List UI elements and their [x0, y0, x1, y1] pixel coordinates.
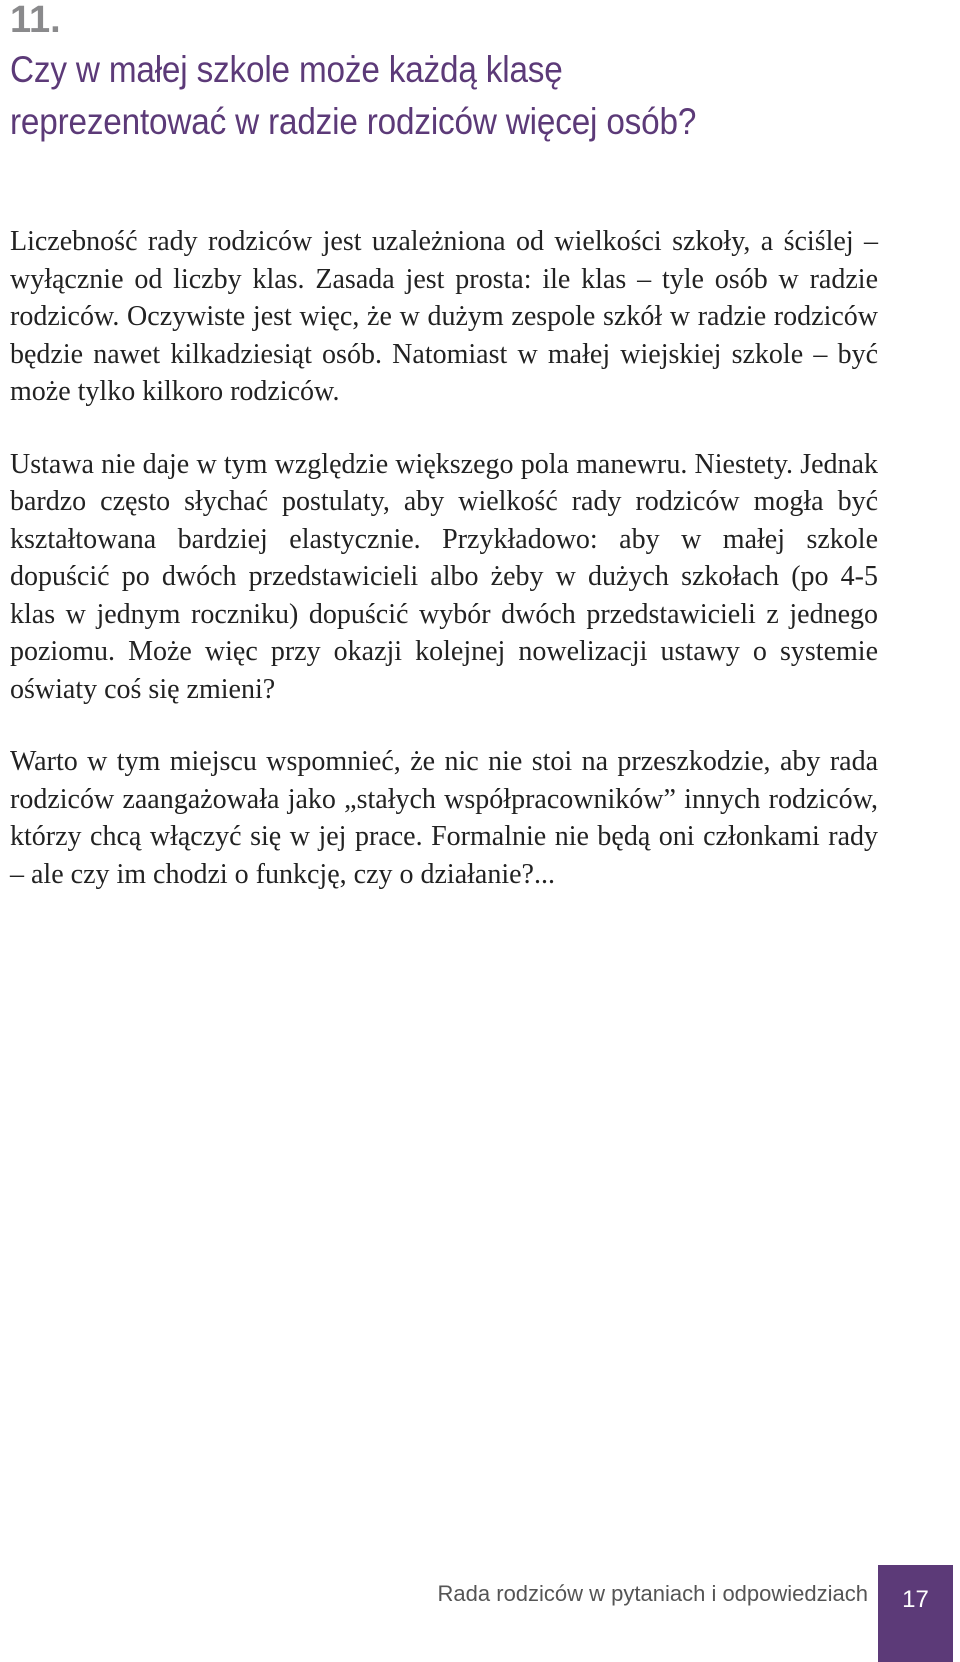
- paragraph-1: Liczebność rady rodziców jest uzależniona od wielkości szkoły, a ściślej – wyłącznie od liczby klas. Zasada jest prosta: ile klas – tyle osób w radzie rodziców. Oczywiste jest więc, że w dużym zespole szkół w radzie rodziców będzie nawet kilkadziesiąt osób. Natomiast w małej wiejskiej szkole – być może tylko kilkoro rodziców.: [10, 226, 878, 407]
- paragraph-3: Warto w tym miejscu wspomnieć, że nic nie stoi na przeszkodzie, aby rada rodziców zaangażowała jako „stałych współpracowników” innych rodziców, którzy chcą włączyć się w jej prace. Formalnie nie będą oni członkami rady – ale czy im chodzi o funkcję, czy o działanie?...: [10, 746, 878, 890]
- page-number-tab: [878, 1565, 953, 1662]
- footer-publication-title: Rada rodziców w pytaniach i odpowiedziach: [437, 1581, 868, 1606]
- page-title: Czy w małej szkole może każdą klasę reprezentować w radzie rodziców więcej osób?: [10, 49, 697, 142]
- article-body: [10, 223, 878, 893]
- section-number: 11.: [10, 0, 61, 41]
- page-number: 17: [902, 1586, 929, 1613]
- paragraph-2: Ustawa nie daje w tym względzie większego pola manewru. Niestety. Jednak bardzo często słychać postulaty, aby wielkość rady rodziców mogła być kształtowana bardziej elastycznie. Przykładowo: aby w małej szkole dopuścić po dwóch przedstawicieli albo żeby w dużych szkołach (po 4-5 klas w jednym roczniku) dopuścić wybór dwóch przedstawicieli z jednego poziomu. Może więc przy okazji kolejnej nowelizacji ustawy o systemie oświaty coś się zmieni?: [10, 448, 878, 705]
